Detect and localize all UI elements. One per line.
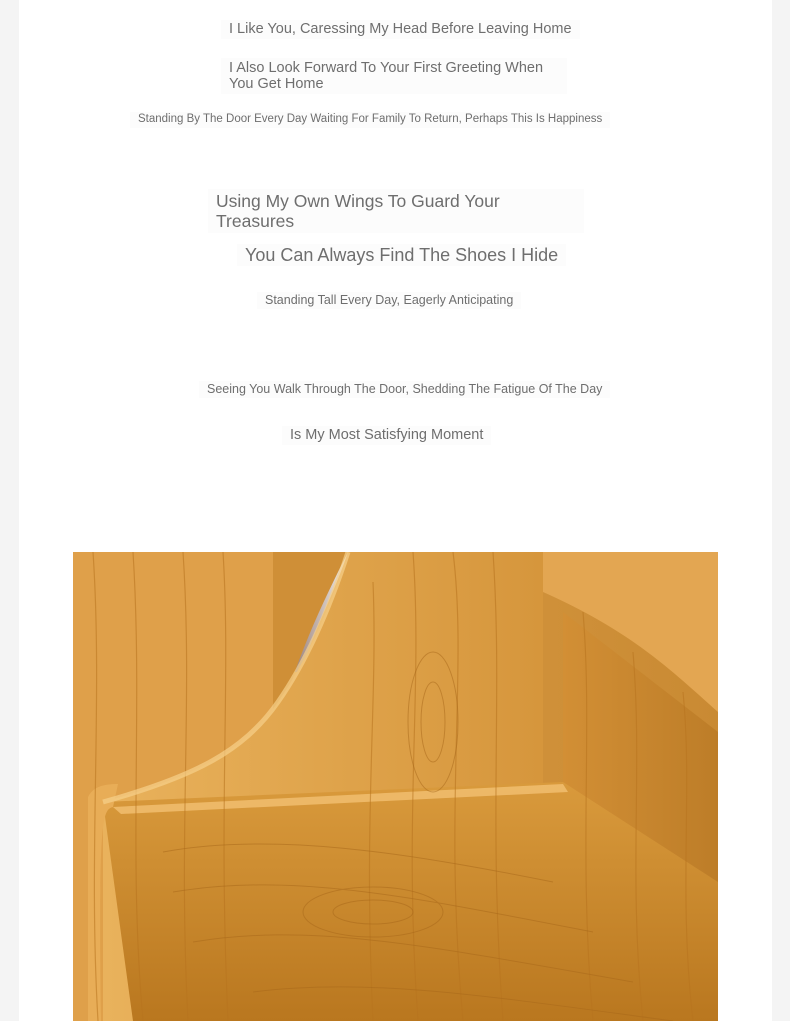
description-line-7: Seeing You Walk Through The Door, Shedding The Fatigue Of The Day (199, 381, 610, 398)
description-line-3: Standing By The Door Every Day Waiting For Family To Return, Perhaps This Is Happiness (130, 112, 610, 128)
description-line-1: I Like You, Caressing My Head Before Leaving Home (221, 20, 580, 39)
description-line-5: You Can Always Find The Shoes I Hide (237, 244, 566, 266)
wooden-shoe-rack-image (73, 552, 718, 1021)
product-description-page (19, 0, 772, 1021)
description-line-4: Using My Own Wings To Guard Your Treasures (208, 189, 584, 233)
description-line-6: Standing Tall Every Day, Eagerly Anticipating (257, 292, 521, 309)
wooden-shoe-rack-photo (73, 552, 718, 1021)
description-line-8: Is My Most Satisfying Moment (282, 426, 491, 445)
description-line-2: I Also Look Forward To Your First Greeting When You Get Home (221, 58, 567, 94)
